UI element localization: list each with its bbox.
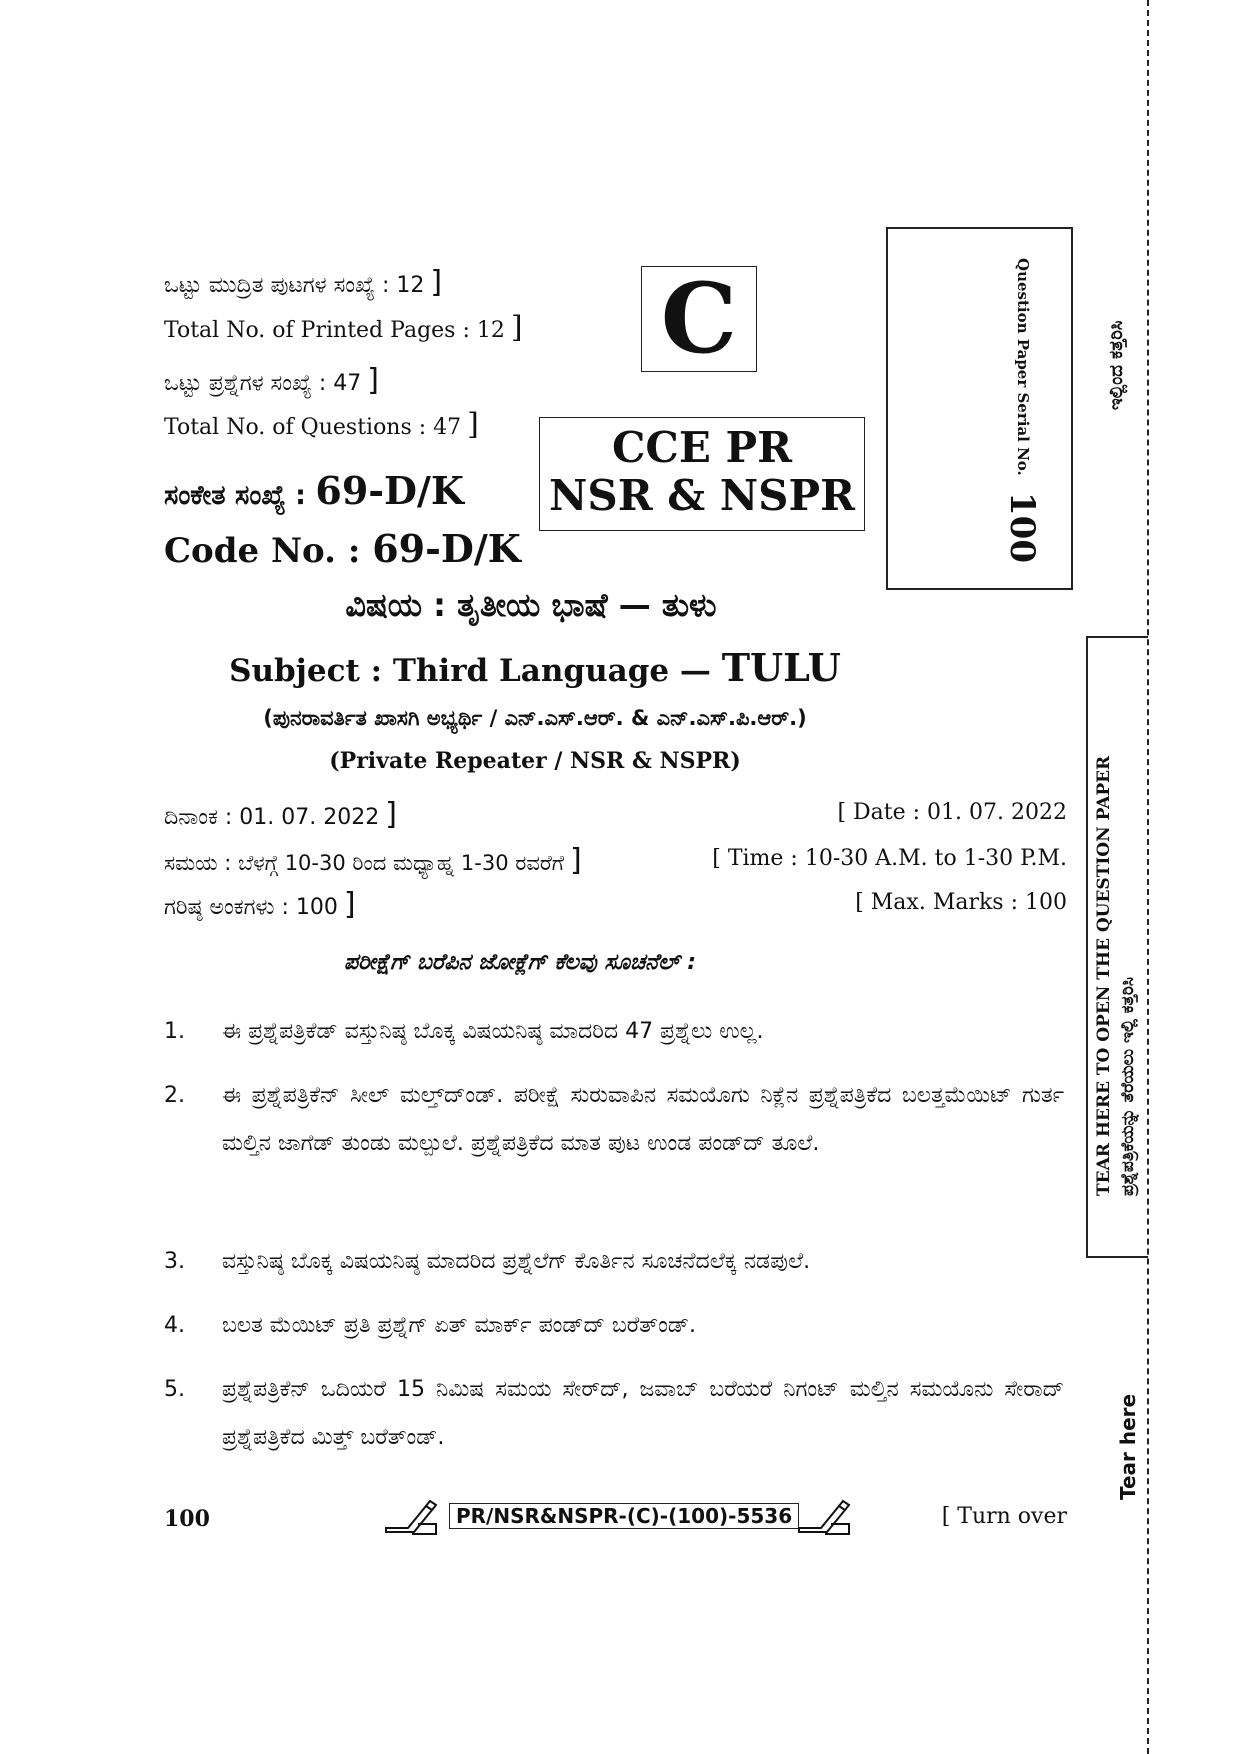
exam-type-box (539, 417, 865, 531)
version-letter-box: C (641, 266, 757, 372)
kn-time: ಸಮಯ : ಬೆಳಗ್ಗೆ 10-30 ರಿಂದ ಮಧ್ಯಾಹ್ನ 1-30 ರವರೆಗೆ ] (164, 843, 582, 878)
en-max-marks: [ Max. Marks : 100 (855, 890, 1067, 915)
en-date: [ Date : 01. 07. 2022 (837, 800, 1067, 825)
instruction-item-5: 5. (164, 1377, 185, 1402)
en-code-number: Code No. : 69-D/K (164, 526, 521, 571)
exam-type-line1: CCE PR (612, 423, 792, 472)
pen-icon (795, 1498, 853, 1540)
tear-here-kannada: ಪ್ರಶ್ನೆಪತ್ರಿಕೆಯನ್ನು ತೆರೆಯಲು ಇಲ್ಲಿ ಕತ್ತರಿಸಿ (1118, 977, 1138, 1196)
tear-here-english: TEAR HERE TO OPEN THE QUESTION PAPER (1094, 755, 1114, 1196)
pen-icon (382, 1498, 440, 1540)
instruction-item-1: 1. (164, 1019, 185, 1044)
serial-number-label: Question Paper Serial No. (1014, 258, 1032, 476)
en-total-pages: Total No. of Printed Pages : 12 ] (164, 310, 523, 345)
instruction-text-5: ಪ್ರಶ್ನೆಪತ್ರಿಕೆನ್ ಒದಿಯರೆ 15 ನಿಮಿಷ ಸಮಯ ಸೇರ್‌ದ್, ಜವಾಬ್ ಬರೆಯರೆ ನಿಗಂಟ್ ಮಲ್ತಿನ ಸಮಯೊನು ಸೇರಾದ್ ಪ್ರಶ್ನೆಪತ್ರಿಕೆದ ಮಿತ್ತ್ ಬರೆತ್‌ಂಡ್. (222, 1377, 1064, 1450)
kn-date: ದಿನಾಂಕ : 01. 07. 2022 ] (164, 797, 397, 832)
footer-code-box: PR/NSR&NSPR-(C)-(100)-5536 (449, 1504, 799, 1528)
instruction-item-2: 2. (164, 1083, 185, 1108)
footer-page-serial: 100 (164, 1506, 210, 1532)
serial-number-box (886, 227, 1073, 590)
subject-english: Subject : Third Language — TULU (229, 645, 841, 690)
serial-number-value: 100 (1002, 492, 1042, 563)
instruction-item-4: 4. (164, 1313, 185, 1338)
footer-turn-over: [ Turn over (941, 1504, 1067, 1529)
en-time: [ Time : 10-30 A.M. to 1-30 P.M. (712, 846, 1067, 871)
kn-total-pages: ಒಟ್ಟು ಮುದ್ರಿತ ಪುಟಗಳ ಸಂಖ್ಯೆ : 12 ] (164, 265, 443, 300)
tear-here-label: Tear here (1116, 1393, 1140, 1500)
instruction-text-4: ಬಲತ ಮೆಯಿಟ್ ಪ್ರತಿ ಪ್ರಶ್ನೆಗ್ ಏತ್ ಮಾರ್ಕ್ ಪಂಡ್‌ದ್ ಬರೆತ್‌ಂಡ್. (222, 1313, 696, 1338)
instruction-text-1: ಈ ಪ್ರಶ್ನೆಪತ್ರಿಕೆಡ್ ವಸ್ತುನಿಷ್ಠ ಬೊಕ್ಕ ವಿಷಯನಿಷ್ಠ ಮಾದರಿದ 47 ಪ್ರಶ್ನೆಲು ಉಲ್ಲ. (222, 1019, 764, 1044)
en-total-questions: Total No. of Questions : 47 ] (164, 407, 479, 442)
tear-top-kannada: ಇಲ್ಲಿಂದ ಕತ್ತರಿಸಿ (1106, 320, 1127, 410)
candidate-type-kannada: (ಪುನರಾವರ್ತಿತ ಖಾಸಗಿ ಅಭ್ಯರ್ಥಿ / ಎನ್.ಎಸ್.ಆರ್. & ಎನ್.ಎಸ್.ಪಿ.ಆರ್.) (263, 706, 807, 730)
kn-total-questions: ಒಟ್ಟು ಪ್ರಶ್ನೆಗಳ ಸಂಖ್ಯೆ : 47 ] (164, 363, 380, 398)
instruction-item-3: 3. (164, 1249, 185, 1274)
subject-kannada: ವಿಷಯ : ತೃತೀಯ ಭಾಷೆ — ತುಳು (345, 586, 717, 624)
instruction-text-2: ಈ ಪ್ರಶ್ನೆಪತ್ರಿಕೆನ್ ಸೀಲ್ ಮಲ್ತ್‌ದ್‌ಂಡ್. ಪರೀಕ್ಷೆ ಸುರುವಾಪಿನ ಸಮಯೊಗು ನಿಕ್ಲೆನ ಪ್ರಶ್ನೆಪತ್ರಿಕೆದ ಬಲತ್ತಮೆಯಿಟ್ ಗುರ್ತ ಮಲ್ತಿನ ಜಾಗೆಡ್ ತುಂಡು ಮಲ್ಪುಲೆ. ಪ್ರಶ್ನೆಪತ್ರಿಕೆದ ಮಾತ ಪುಟ ಉಂಡ ಪಂಡ್‌ದ್ ತೂಲೆ. (222, 1083, 1064, 1156)
exam-type-line2: NSR & NSPR (549, 471, 855, 520)
instructions-heading: ಪರೀಕ್ಷೆಗ್ ಬರೆಪಿನ ಜೋಕ್ಲೆಗ್ ಕೆಲವು ಸೂಚನೆಲ್ : (343, 950, 697, 975)
instruction-text-3: ವಸ್ತುನಿಷ್ಠ ಬೊಕ್ಕ ವಿಷಯನಿಷ್ಠ ಮಾದರಿದ ಪ್ರಶ್ನೆಲೆಗ್ ಕೊರ್ತಿನ ಸೂಚನೆದಲೆಕ್ಕ ನಡಪುಲೆ. (222, 1249, 811, 1274)
candidate-type-english: (Private Repeater / NSR & NSPR) (329, 748, 741, 774)
kn-max-marks: ಗರಿಷ್ಠ ಅಂಕಗಳು : 100 ] (164, 887, 356, 922)
kn-code-number: ಸಂಕೇತ ಸಂಖ್ಯೆ : 69-D/K (164, 468, 464, 513)
